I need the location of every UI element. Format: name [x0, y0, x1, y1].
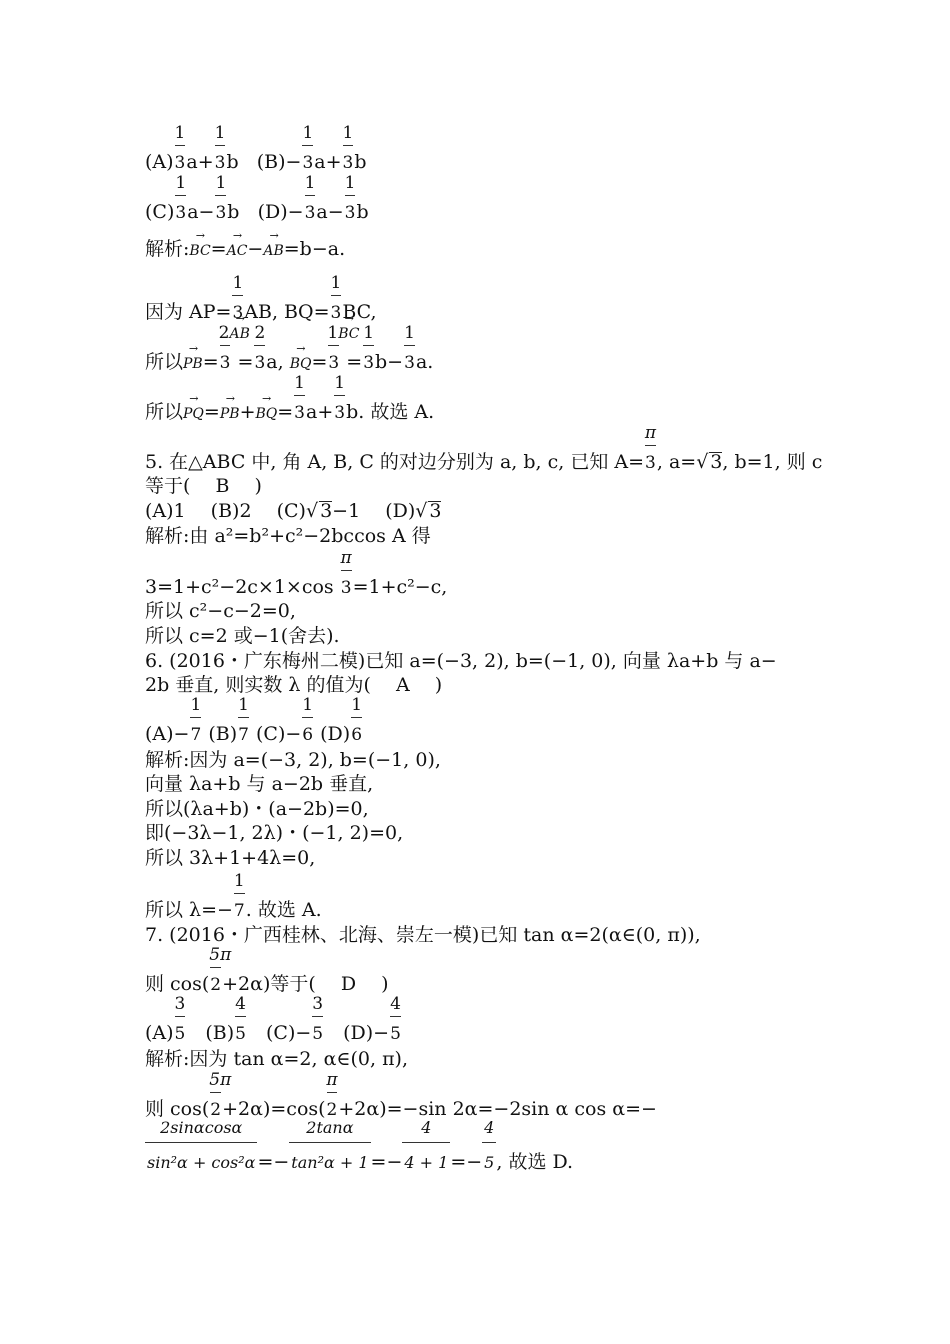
q6-solution-line4: 即(−3λ−1, 2λ)・(−1, 2)=0,: [145, 822, 404, 844]
q6-options: (A)− $\frac{1}{7} (B)$ $\frac{1}{7} (C)-$ $\frac{1}{6} (D)$ $\frac{1}{6}$: [145, 695, 363, 745]
q7-solution-line2: 则 cos( $\frac{5\pi}{2}+2\alpha)=\cos$( $\frac{\pi}{2}+2\alpha)=-\sin$ 2α=−2sin α cos α=−: [145, 1070, 657, 1120]
fraction-four-fifths: $\frac{4}{5}$: [484, 1118, 495, 1172]
q6-solution-line3: 所以(λa+b)・(a−2b)=0,: [145, 798, 369, 820]
q5-options: (A)1 (B)2 (C)√ 3−1 (D)√ 3: [145, 500, 442, 522]
q5-solution-line2: 3=1+c²−2c×1×cos $\frac{\pi}{3}=1+c^2-c$,: [145, 548, 448, 598]
q4-solution-line2: 因为 AP= $\frac{1}{3}AB$, BQ= $\frac{1}{3}BC$,: [145, 273, 377, 323]
q7-solution-line1: 解析:因为 tan α=2, α∈(0, π),: [145, 1048, 409, 1070]
q4-solution-line4: 所以→ PQ=→ PB+→ BQ= $\frac{1}{3}a+$ $\frac{1}{3}b$. 故选 A.: [145, 400, 434, 426]
fraction-sincos: $\frac{2\sin\alpha\cos\alpha}{\text{sin²α + cos²α}}$: [147, 1118, 256, 1172]
q4-options-ab: (A) $\frac{1}{3}a+$ $\frac{1}{3}b$ (B)− $\frac{1}{3}a+$ $\frac{1}{3}b$: [145, 123, 367, 173]
q4-solution-line3: 所以→ PB= $\frac{2\to AB}{3}$ = $\frac{2}{3}a$, → BQ= $\frac{1\to BC}{3}$ = $\frac{1}{3}b-$ $\frac{1}{3}a$.: [145, 350, 433, 376]
fraction-tan: $\frac{2\tan\alpha}{\text{tan²α + 1}}$: [291, 1118, 369, 1172]
q6-stem-line2: 2b 垂直, 则实数 λ 的值为( A ): [145, 674, 443, 696]
q6-solution-line2: 向量 λa+b 与 a−2b 垂直,: [145, 773, 374, 795]
q4-options-cd: (C) $\frac{1}{3}a-$ $\frac{1}{3}b$ (D)− $\frac{1}{3}a-$ $\frac{1}{3}b$: [145, 173, 369, 223]
q7-stem-line1: 7. (2016・广西桂林、北海、崇左一模)已知 tan α=2(α∈(0, π)),: [145, 924, 701, 946]
q6-stem-line1: 6. (2016・广东梅州二模)已知 a=(−3, 2), b=(−1, 0), 向量 λa+b 与 a−: [145, 650, 777, 672]
q7-options: (A) $\frac{3}{5}$ (B) $\frac{4}{5}$ (C)− $\frac{3}{5}$ (D)− $\frac{4}{5}$: [145, 994, 401, 1044]
q5-stem-line2: 等于( B ): [145, 475, 262, 497]
q6-solution-line1: 解析:因为 a=(−3, 2), b=(−1, 0),: [145, 749, 441, 771]
q5-solution-line4: 所以 c=2 或−1(舍去).: [145, 625, 340, 647]
q4-solution-line1: 解析:→ BC=→ AC−→ AB=b−a.: [145, 237, 345, 263]
q5-solution-line1: 解析:由 a²=b²+c²−2bccos A 得: [145, 525, 431, 547]
q6-solution-line5: 所以 3λ+1+4λ=0,: [145, 847, 316, 869]
fraction-four-over-five-sum: $\frac{4}{4 + 1}$: [404, 1118, 449, 1172]
q7-solution-line3: $\frac{2\sin\alpha\cos\alpha}{\text{sin²α + cos²α}}=-$ $\frac{2\tan\alpha}{\text{tan²α + 1}}=-$ $\frac{4}{4 + 1}=-$ $\frac{4}{5}$, 故选 D.: [147, 1118, 574, 1173]
q5-solution-line3: 所以 c²−c−2=0,: [145, 600, 296, 622]
q6-solution-line6: 所以 λ=− $\frac{1}{7}$. 故选 A.: [145, 871, 322, 921]
q7-stem-line2: 则 cos( $\frac{5\pi}{2}+2\alpha$)等于( D ): [145, 945, 389, 995]
q5-stem-line1: 5. 在△ABC 中, 角 A, B, C 的对边分别为 a, b, c, 已知 A= $\frac{\pi}{3}$, a=√ 3, b=1, 则 c: [145, 423, 823, 473]
